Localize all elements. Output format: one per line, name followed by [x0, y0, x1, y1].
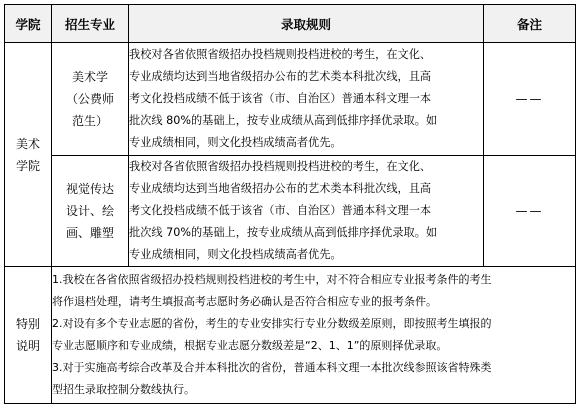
header-remark: 备注 — [484, 5, 576, 43]
header-major: 招生专业 — [52, 5, 129, 43]
table-row — [5, 43, 576, 156]
rule-line: 批次线 70%的基础上，按专业成绩从高到低排序择优录取。如 — [129, 226, 438, 239]
major-cell — [52, 43, 129, 156]
special-note-line: 专业志愿顺序和专业成绩，根据专业志愿分数级差是“2、1、1”的原则择优录取。 — [52, 339, 448, 352]
table-header-row — [5, 5, 576, 43]
rule-line: 专业成绩均达到当地省级招办公布的艺术类本科批次线，且高 — [129, 182, 432, 195]
major-name-line: 画、雕塑 — [65, 226, 114, 240]
college-name-line: 美术 — [15, 136, 40, 151]
special-note-line: 2.对设有多个专业志愿的省份，考生的专业安排实行专业分数级差原则，即按照考生填报的 — [52, 317, 492, 330]
header-rule: 录取规则 — [129, 5, 484, 43]
rule-line: 专业成绩均达到当地省级招办公布的艺术类本科批次线，且高 — [129, 70, 432, 83]
remark-cell: —— — [484, 43, 576, 156]
admission-rules-table — [4, 4, 576, 404]
rule-cell — [129, 156, 484, 267]
special-notes-cell — [52, 267, 576, 404]
special-note-line: 将作退档处理，请考生填报高考志愿时务必确认是否符合相应专业的报考条件。 — [52, 295, 437, 308]
major-name-line: （公费师 — [65, 92, 114, 106]
rule-line: 专业成绩相同，则文化投档成绩高者优先。 — [129, 136, 342, 149]
table-row — [5, 156, 576, 267]
major-name-line: 视觉传达 — [65, 182, 114, 196]
rule-line: 考文化投档成绩不低于该省（市、自治区）普通本科文理一本 — [129, 92, 432, 105]
college-cell — [5, 43, 52, 267]
special-note-line: 3.对于实施高考综合改革及合并本科批次的省份，普通本科文理一本批次线参照该省特殊类 — [52, 361, 492, 374]
rule-line: 考文化投档成绩不低于该省（市、自治区）普通本科文理一本 — [129, 204, 432, 217]
rule-line: 我校对各省依照省级招办投档规则投档进校的考生，在文化、 — [129, 160, 432, 173]
rule-line: 批次线 80%的基础上，按专业成绩从高到低排序择优录取。如 — [129, 114, 438, 127]
rule-cell — [129, 43, 484, 156]
major-name-line: 设计、绘 — [65, 204, 114, 218]
remark-cell: —— — [484, 156, 576, 267]
header-college: 学院 — [5, 5, 52, 43]
special-label-line: 特别 — [15, 317, 40, 331]
special-note-line: 型招生录取控制分数线执行。 — [52, 383, 195, 396]
rule-line: 专业成绩相同，则文化投档成绩高者优先。 — [129, 248, 342, 261]
major-cell — [52, 156, 129, 267]
special-label-cell — [5, 267, 52, 404]
major-name-line: 范生） — [71, 114, 108, 128]
major-name-line: 美术学 — [71, 70, 108, 84]
rule-line: 我校对各省依照省级招办投档规则投档进校的考生，在文化、 — [129, 48, 432, 61]
special-label-line: 说明 — [15, 339, 40, 353]
college-name-line: 学院 — [15, 158, 40, 173]
special-note-line: 1.我校在各省依照省级招办投档规则投档进校的考生中，对不符合相应专业报考条件的考生 — [52, 273, 492, 286]
special-notes-row — [5, 267, 576, 404]
